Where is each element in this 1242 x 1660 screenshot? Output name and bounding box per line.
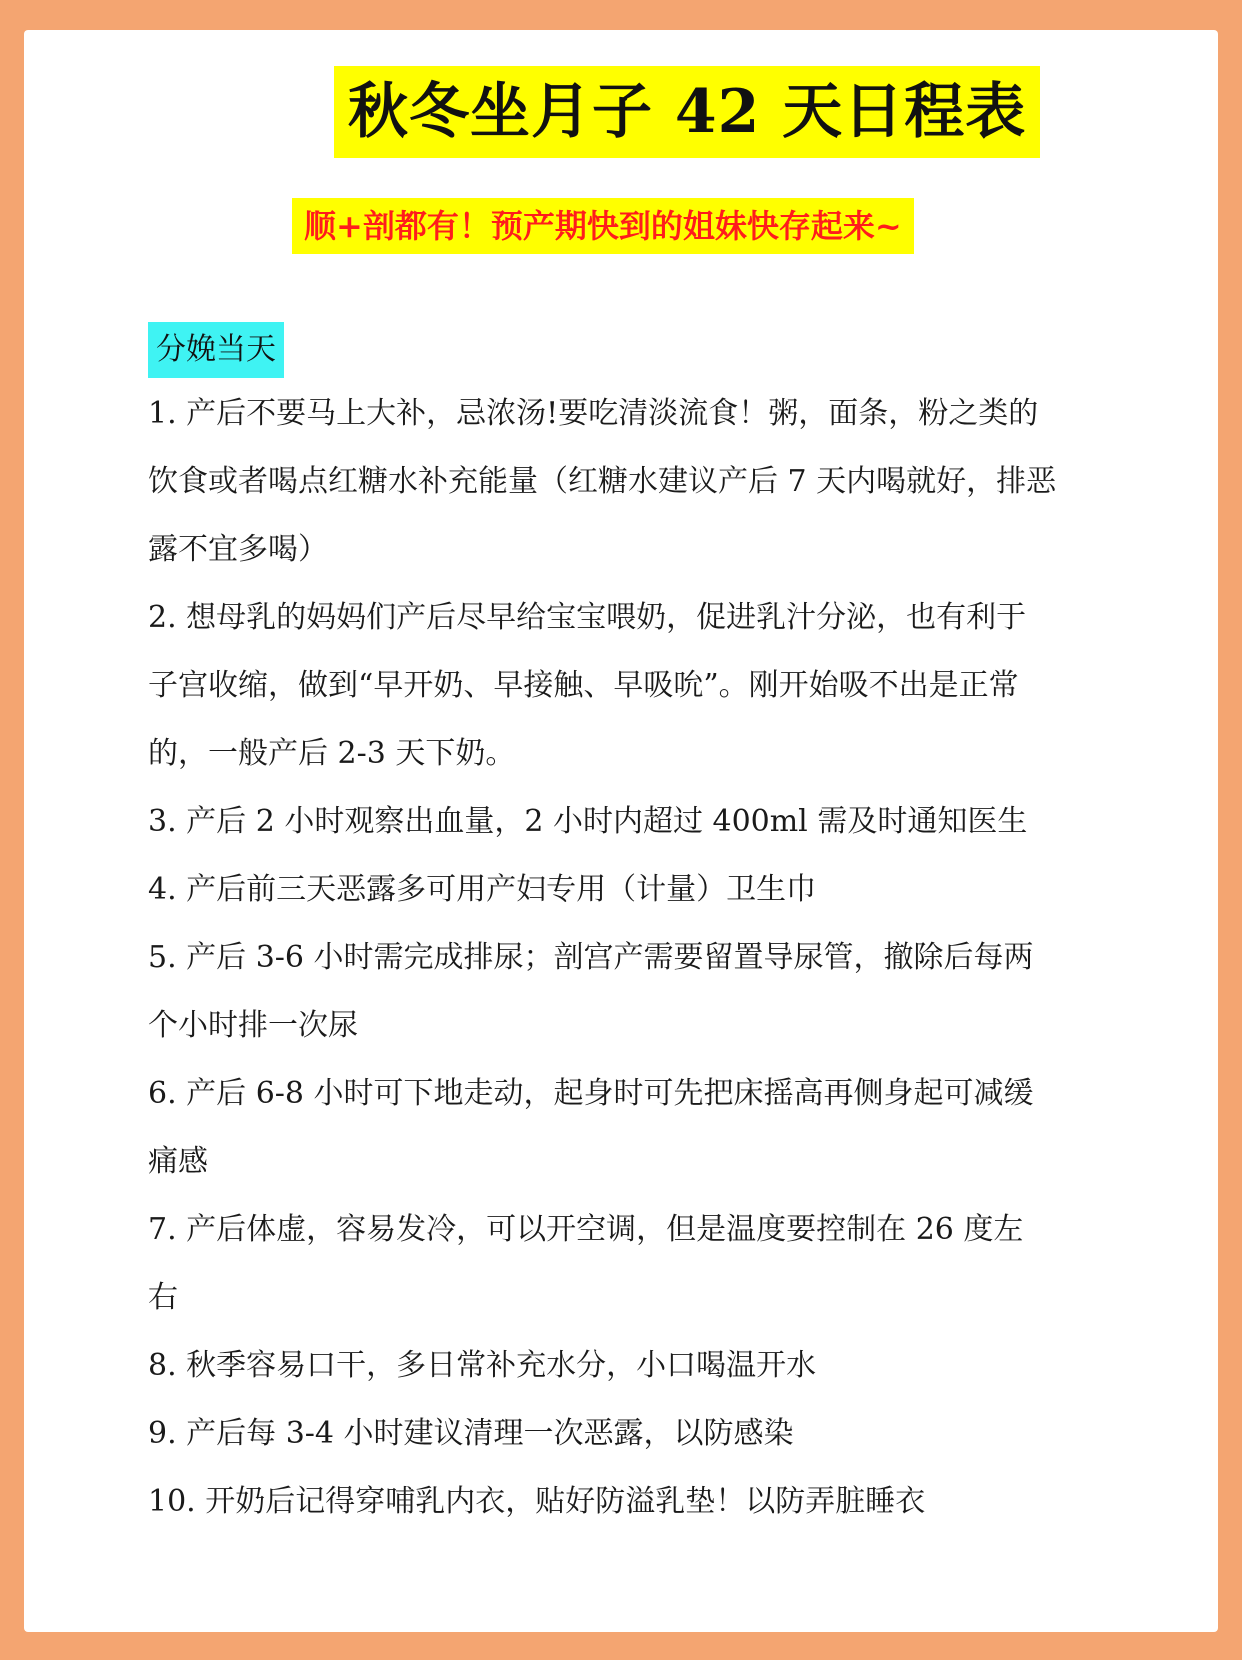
text-line: 个小时排一次尿 xyxy=(148,1008,358,1043)
section-heading: 分娩当天 xyxy=(148,322,284,378)
text-line: 5. 产后 3-6 小时需完成排尿；剖宫产需要留置导尿管，撤除后每两 xyxy=(148,940,1034,975)
document-card xyxy=(24,30,1218,1632)
text-line: 7. 产后体虚，容易发冷，可以开空调，但是温度要控制在 26 度左 xyxy=(148,1212,1024,1247)
text-line: 子宫收缩，做到“早开奶、早接触、早吸吮”。刚开始吸不出是正常 xyxy=(148,668,1019,703)
text-line: 8. 秋季容易口干，多日常补充水分，小口喝温开水 xyxy=(148,1348,817,1383)
text-line: 1. 产后不要马上大补，忌浓汤!要吃清淡流食！粥，面条，粉之类的 xyxy=(148,396,1039,431)
text-line: 3. 产后 2 小时观察出血量，2 小时内超过 400ml 需及时通知医生 xyxy=(148,804,1028,839)
page-title: 秋冬坐月子 42 天日程表 xyxy=(334,66,1040,158)
text-line: 9. 产后每 3-4 小时建议清理一次恶露，以防感染 xyxy=(148,1416,794,1451)
text-line: 右 xyxy=(148,1280,178,1315)
text-line: 饮食或者喝点红糖水补充能量（红糖水建议产后 7 天内喝就好，排恶 xyxy=(148,464,1057,499)
text-line: 露不宜多喝） xyxy=(148,532,328,567)
text-line: 4. 产后前三天恶露多可用产妇专用（计量）卫生巾 xyxy=(148,872,817,907)
text-line: 痛感 xyxy=(148,1144,208,1179)
page-subtitle: 顺+剖都有！预产期快到的姐妹快存起来~ xyxy=(292,198,914,254)
text-line: 10. 开奶后记得穿哺乳内衣，贴好防溢乳垫！以防弄脏睡衣 xyxy=(148,1484,926,1519)
text-line: 2. 想母乳的妈妈们产后尽早给宝宝喂奶，促进乳汁分泌，也有利于 xyxy=(148,600,1027,635)
text-line: 6. 产后 6-8 小时可下地走动，起身时可先把床摇高再侧身起可减缓 xyxy=(148,1076,1034,1111)
text-line: 的，一般产后 2-3 天下奶。 xyxy=(148,736,516,771)
